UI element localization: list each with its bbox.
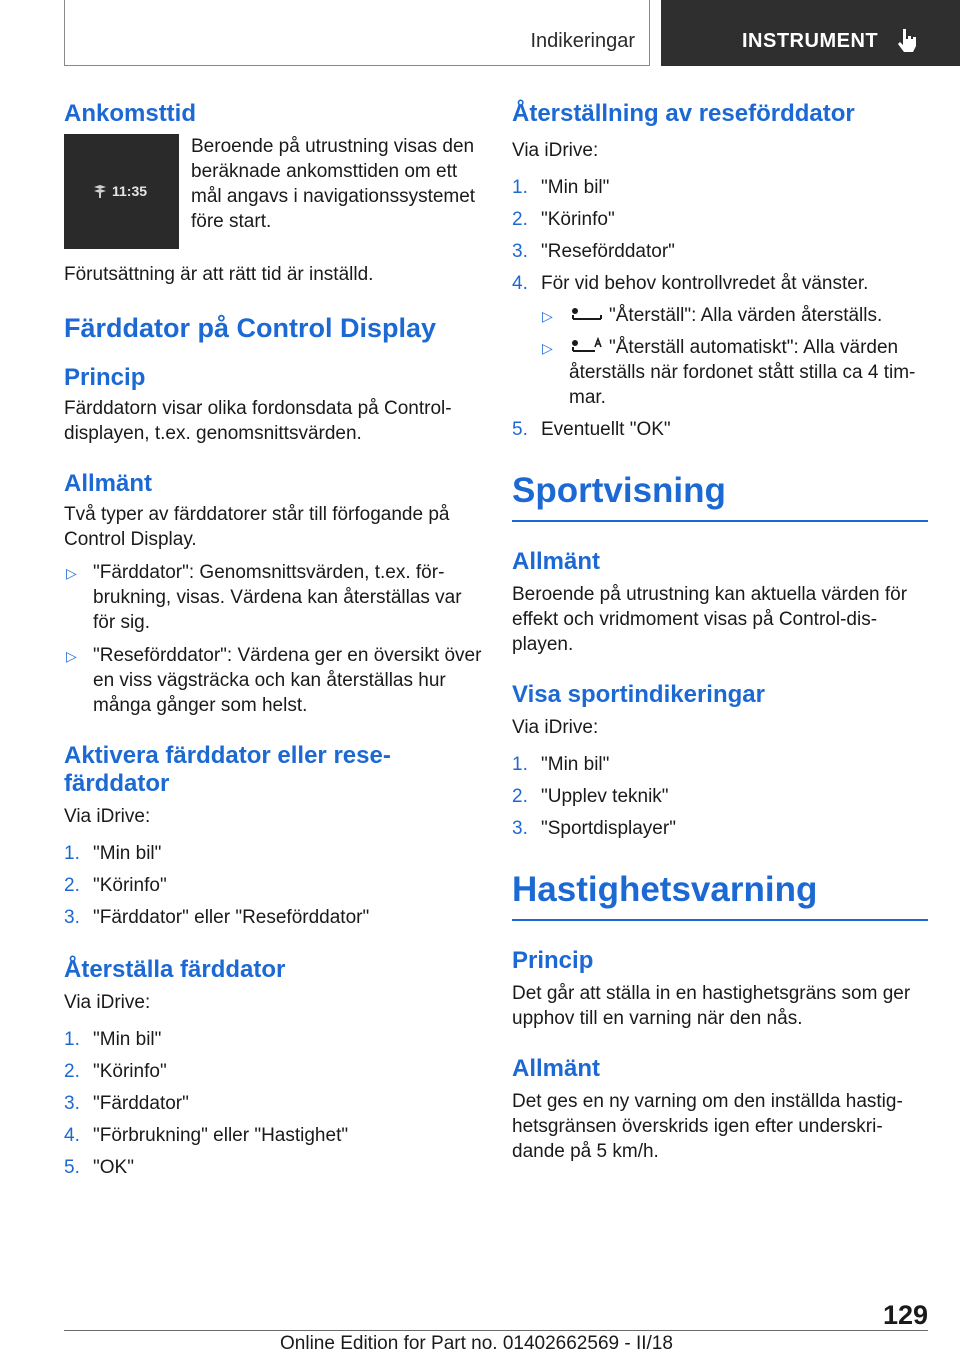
triangle-bullet-icon: ▷ xyxy=(66,648,77,664)
page-number: 129 xyxy=(882,1300,928,1330)
list-item: 2. "Upplev teknik" xyxy=(512,786,669,807)
list-item: 4. "Förbrukning" eller "Hastighet" xyxy=(64,1125,349,1146)
list-item: 3. "Sportdisplayer" xyxy=(512,818,676,839)
list-item: ▷ "Återställ automatiskt": Alla värden återställs när fordonet stått stilla ca 4 tim-mar. xyxy=(542,337,916,408)
aterstalla-heading: Återställa färddator xyxy=(64,956,286,983)
list-item: 1. "Min bil" xyxy=(512,177,610,198)
list-item: 3. "Reseförddator" xyxy=(512,241,675,262)
sportvisning-heading: Sportvisning xyxy=(512,470,928,522)
hast-princip-heading: Princip xyxy=(512,947,594,974)
aterstalla-steps xyxy=(64,1027,482,1180)
list-item: 2. "Körinfo" xyxy=(64,1061,167,1082)
aktivera-heading: Aktivera färddator eller rese-färddator xyxy=(64,742,391,797)
princip-text: Färddatorn visar olika fordonsdata på Control-displayen, t.ex. genomsnittsvärden. xyxy=(64,398,452,444)
ankomsttid-block xyxy=(64,134,482,249)
hast-allmant-heading: Allmänt xyxy=(512,1055,601,1082)
triangle-bullet-icon: ▷ xyxy=(542,340,553,356)
arrival-time-value: 11:35 xyxy=(112,183,148,199)
ankomsttid-heading: Ankomsttid xyxy=(64,100,196,127)
header-chapter-tab xyxy=(661,0,960,66)
list-item: 2. "Körinfo" xyxy=(512,209,615,230)
triangle-bullet-icon: ▷ xyxy=(66,565,77,581)
aterstallning-last-step xyxy=(512,417,928,442)
princip-heading: Princip xyxy=(64,364,146,391)
ankomsttid-note: Förutsättning är att rätt tid är inställd. xyxy=(64,264,374,285)
hastighetsvarning-heading: Hastighetsvarning xyxy=(512,869,928,921)
aktivera-via: Via iDrive: xyxy=(64,806,151,827)
list-item: 2. "Körinfo" xyxy=(64,875,167,896)
allmant-list xyxy=(64,560,482,718)
list-item: 1. "Min bil" xyxy=(64,843,162,864)
auto-reset-icon xyxy=(569,337,603,355)
right-column xyxy=(512,100,928,1164)
reset-icon xyxy=(569,307,603,323)
allmant-text: Två typer av färddatorer står till förfogande på Control Display. xyxy=(64,504,450,550)
footer-edition: Online Edition for Part no. 01402662569 - II/18 xyxy=(280,1333,673,1354)
aterstallning-heading: Återställning av reseförddator xyxy=(512,100,855,127)
header-section-tab xyxy=(64,0,650,66)
list-item: 3. "Färddator" xyxy=(64,1093,189,1114)
list-item: ▷ "Återställ": Alla värden återställs. xyxy=(512,303,928,328)
left-column xyxy=(64,100,482,1180)
visa-sportindikeringar-heading: Visa sportindikeringar xyxy=(512,681,765,708)
farddator-control-display-heading: Färddator på Control Display xyxy=(64,313,437,343)
list-item: 1. "Min bil" xyxy=(512,754,610,775)
list-item: ▷ "Färddator": Genomsnittsvärden, t.ex. för-brukning, visas. Värdena kan återställas var för sig. xyxy=(66,562,462,633)
hand-pointer-icon xyxy=(897,27,919,53)
list-item: ▷ "Reseförddator": Värdena ger en översikt över en viss vägsträcka och kan återställas hur många gånger som helst. xyxy=(66,645,482,716)
visa-steps xyxy=(512,752,928,841)
aterstallning-sub-list xyxy=(512,303,928,410)
header-chapter-label: INSTRUMENT xyxy=(742,30,879,52)
sport-allmant-heading: Allmänt xyxy=(512,548,601,575)
footer-divider xyxy=(64,1330,928,1331)
allmant-heading: Allmänt xyxy=(64,470,153,497)
hast-allmant-text: Det ges en ny varning om den inställda hastig-hetsgränsen överskrids igen efter underskri-dande på 5 km/h. xyxy=(512,1091,903,1162)
ankomsttid-text: Beroende på utrustning visas den beräknade ankomsttiden om ett mål angavs i navigationssystemet före start. xyxy=(191,136,476,232)
list-item: 4. För vid behov kontrollvredet åt vänster. xyxy=(512,273,869,294)
list-item: 3. "Färddator" eller "Reseförddator" xyxy=(64,907,370,928)
sport-allmant-text: Beroende på utrustning kan aktuella värden för effekt och vridmoment visas på Control-dis-playen. xyxy=(512,584,908,655)
list-item: 5. "OK" xyxy=(64,1157,134,1178)
aterstallning-via: Via iDrive: xyxy=(512,140,599,161)
flag-icon xyxy=(92,184,108,198)
aterstalla-via: Via iDrive: xyxy=(64,992,151,1013)
list-item: 5. Eventuellt "OK" xyxy=(512,419,671,440)
header-section-label: Indikeringar xyxy=(530,30,635,52)
visa-via: Via iDrive: xyxy=(512,717,599,738)
arrival-time-display-image xyxy=(64,134,179,249)
aterstallning-steps xyxy=(512,175,928,296)
list-item: 1. "Min bil" xyxy=(64,1029,162,1050)
hast-princip-text: Det går att ställa in en hastighetsgräns som ger upphov till en varning när den nås. xyxy=(512,983,911,1029)
aktivera-steps xyxy=(64,841,482,930)
triangle-bullet-icon: ▷ xyxy=(542,308,553,324)
